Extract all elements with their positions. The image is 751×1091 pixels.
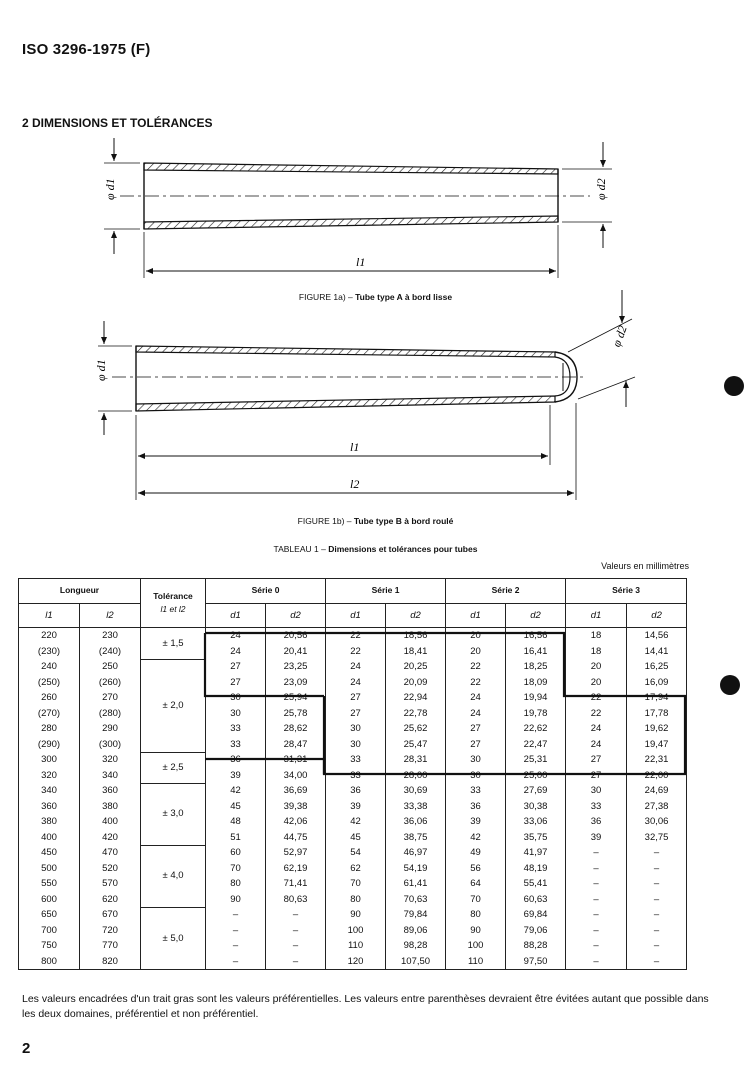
table-cell: 280 — [19, 721, 80, 737]
table-cell: 34,00 — [266, 768, 326, 784]
table-cell: 32,75 — [627, 830, 687, 846]
table-cell: 28,47 — [266, 737, 326, 753]
table-cell: 360 — [80, 783, 141, 799]
table-cell: 220 — [19, 628, 80, 644]
table-cell: 89,06 — [386, 923, 446, 939]
table-cell: – — [627, 938, 687, 954]
table-cell: 230 — [80, 628, 141, 644]
table-cell: 60,63 — [506, 892, 566, 908]
table-cell: 24 — [446, 706, 506, 722]
table-cell: 90 — [446, 923, 506, 939]
tolerance-cell: ± 3,0 — [141, 783, 206, 845]
table-cell: 16,25 — [627, 659, 687, 675]
table-cell: 90 — [206, 892, 266, 908]
table-cell: 35,75 — [506, 830, 566, 846]
tolerance-cell: ± 2,5 — [141, 752, 206, 783]
table-cell: (230) — [19, 644, 80, 660]
table-cell: – — [566, 938, 627, 954]
units-note: Valeurs en millimètres — [601, 561, 689, 571]
fig1b-l2-label: l2 — [350, 477, 360, 491]
figure-1a-drawing — [0, 130, 751, 280]
table-cell: 110 — [326, 938, 386, 954]
subheader-s0-d1: d1 — [206, 604, 266, 628]
table-cell: 18,56 — [386, 628, 446, 644]
header-serie-1: Série 1 — [326, 579, 446, 604]
subheader-s2-d1: d1 — [446, 604, 506, 628]
table-cell: 79,06 — [506, 923, 566, 939]
table-cell: 650 — [19, 907, 80, 923]
table-cell: 20,41 — [266, 644, 326, 660]
table-cell: – — [627, 954, 687, 970]
table-cell: 30 — [326, 737, 386, 753]
table-cell: 25,94 — [266, 690, 326, 706]
table-cell: 110 — [446, 954, 506, 970]
table-cell: 27 — [326, 706, 386, 722]
table-cell: 98,28 — [386, 938, 446, 954]
table-cell: 18,09 — [506, 675, 566, 691]
table-row — [19, 675, 687, 691]
subheader-l2: l2 — [80, 604, 141, 628]
table-cell: (250) — [19, 675, 80, 691]
table-cell: 64 — [446, 876, 506, 892]
table-cell: 49 — [446, 845, 506, 861]
subheader-s2-d2: d2 — [506, 604, 566, 628]
margin-dot-top — [724, 376, 744, 396]
table-row — [19, 876, 687, 892]
table-row — [19, 814, 687, 830]
table-cell: 23,09 — [266, 675, 326, 691]
table-cell: 25,62 — [386, 721, 446, 737]
table-cell: 14,41 — [627, 644, 687, 660]
table-cell: (240) — [80, 644, 141, 660]
table-cell: 45 — [326, 830, 386, 846]
table-cell: 770 — [80, 938, 141, 954]
table-row — [19, 768, 687, 784]
table-cell: 44,75 — [266, 830, 326, 846]
table-cell: – — [566, 907, 627, 923]
table-cell: 41,97 — [506, 845, 566, 861]
table-cell: 16,56 — [506, 628, 566, 644]
table-cell: 470 — [80, 845, 141, 861]
table-cell: 24,69 — [627, 783, 687, 799]
table-cell: 14,56 — [627, 628, 687, 644]
table-cell: (290) — [19, 737, 80, 753]
table-cell: 28,62 — [266, 721, 326, 737]
section-title: 2 DIMENSIONS ET TOLÉRANCES — [22, 116, 213, 130]
table-row — [19, 690, 687, 706]
table-cell: 39 — [326, 799, 386, 815]
table-cell: 360 — [19, 799, 80, 815]
table-cell: 17,78 — [627, 706, 687, 722]
table-cell: 24 — [326, 659, 386, 675]
table-cell: 22,00 — [627, 768, 687, 784]
table-cell: 27,38 — [627, 799, 687, 815]
table-cell: 20 — [446, 644, 506, 660]
table-cell: 24 — [206, 644, 266, 660]
table-cell: 30,69 — [386, 783, 446, 799]
table-cell: 380 — [19, 814, 80, 830]
table-cell: 39 — [566, 830, 627, 846]
tolerance-cell: ± 2,0 — [141, 659, 206, 752]
table-cell: 80,63 — [266, 892, 326, 908]
table-cell: – — [566, 845, 627, 861]
table-cell: – — [627, 907, 687, 923]
table-cell: 19,94 — [506, 690, 566, 706]
subheader-s3-d2: d2 — [627, 604, 687, 628]
table-row — [19, 737, 687, 753]
tolerance-cell: ± 4,0 — [141, 845, 206, 907]
table-cell: 22 — [446, 675, 506, 691]
table-cell: 22,62 — [506, 721, 566, 737]
table-row — [19, 892, 687, 908]
table-row — [19, 721, 687, 737]
table-cell: 19,47 — [627, 737, 687, 753]
table-cell: 36,06 — [386, 814, 446, 830]
table-cell: 400 — [80, 814, 141, 830]
table-cell: 22 — [566, 706, 627, 722]
table-cell: 22 — [566, 690, 627, 706]
table-cell: 620 — [80, 892, 141, 908]
table-cell: 48 — [206, 814, 266, 830]
table-cell: 42,06 — [266, 814, 326, 830]
table-cell: 380 — [80, 799, 141, 815]
fig1a-l1-label: l1 — [356, 255, 366, 269]
table-cell: 20,25 — [386, 659, 446, 675]
table-cell: 46,97 — [386, 845, 446, 861]
table-cell: 62 — [326, 861, 386, 877]
table-cell: 820 — [80, 954, 141, 970]
table-cell: 18 — [566, 644, 627, 660]
table-cell: 69,84 — [506, 907, 566, 923]
table-cell: 33,06 — [506, 814, 566, 830]
table-row — [19, 923, 687, 939]
tolerance-cell: ± 1,5 — [141, 628, 206, 660]
table-row — [19, 799, 687, 815]
header-serie-0: Série 0 — [206, 579, 326, 604]
table-cell: 28,00 — [386, 768, 446, 784]
subheader-l1: l1 — [19, 604, 80, 628]
table-row — [19, 783, 687, 799]
table-cell: 300 — [19, 752, 80, 768]
subheader-s1-d1: d1 — [326, 604, 386, 628]
table-cell: 39,38 — [266, 799, 326, 815]
table-cell: 22 — [446, 659, 506, 675]
margin-dot-bottom — [720, 675, 740, 695]
table-cell: 42 — [206, 783, 266, 799]
table-cell: 340 — [80, 768, 141, 784]
table-cell: 107,50 — [386, 954, 446, 970]
table-cell: 25,00 — [506, 768, 566, 784]
fig1a-d1-label: φ d1 — [103, 178, 117, 200]
table-cell: 42 — [446, 830, 506, 846]
table-row — [19, 706, 687, 722]
table-cell: 520 — [80, 861, 141, 877]
table-cell: 320 — [19, 768, 80, 784]
table-cell: 18,41 — [386, 644, 446, 660]
table-cell: 290 — [80, 721, 141, 737]
table-cell: 25,31 — [506, 752, 566, 768]
table-cell: 27 — [566, 752, 627, 768]
table-cell: 33 — [326, 768, 386, 784]
figure-1a-caption: FIGURE 1a) – Tube type A à bord lisse — [298, 292, 453, 302]
table-cell: 30 — [446, 752, 506, 768]
table-cell: 17,94 — [627, 690, 687, 706]
table-cell: – — [206, 907, 266, 923]
table-cell: – — [566, 923, 627, 939]
table-cell: 20,56 — [266, 628, 326, 644]
table-row — [19, 845, 687, 861]
table-cell: 24 — [566, 721, 627, 737]
table-cell: 33 — [446, 783, 506, 799]
table-cell: – — [627, 861, 687, 877]
table-cell: 400 — [19, 830, 80, 846]
tolerance-cell: ± 5,0 — [141, 907, 206, 970]
table-cell: 750 — [19, 938, 80, 954]
table-cell: 16,41 — [506, 644, 566, 660]
table-cell: – — [266, 938, 326, 954]
header-serie-3: Série 3 — [566, 579, 687, 604]
table-cell: 80 — [326, 892, 386, 908]
table-cell: 39 — [446, 814, 506, 830]
subheader-s1-d2: d2 — [386, 604, 446, 628]
table-cell: 700 — [19, 923, 80, 939]
table-cell: 19,78 — [506, 706, 566, 722]
table-cell: 23,25 — [266, 659, 326, 675]
table-row — [19, 644, 687, 660]
table-cell: 27 — [326, 690, 386, 706]
table-cell: 52,97 — [266, 845, 326, 861]
table-cell: 61,41 — [386, 876, 446, 892]
table-cell: 54 — [326, 845, 386, 861]
table-cell: 36 — [446, 799, 506, 815]
table-cell: 54,19 — [386, 861, 446, 877]
table-cell: 550 — [19, 876, 80, 892]
standard-id: ISO 3296-1975 (F) — [22, 41, 151, 58]
table-cell: 36 — [326, 783, 386, 799]
header-serie-2: Série 2 — [446, 579, 566, 604]
table-cell: 33 — [206, 721, 266, 737]
table-cell: 20 — [566, 675, 627, 691]
table-cell: 20 — [566, 659, 627, 675]
table-cell: 51 — [206, 830, 266, 846]
table-cell: 22 — [326, 644, 386, 660]
table-cell: 25,78 — [266, 706, 326, 722]
table-cell: 22,78 — [386, 706, 446, 722]
table-cell: 79,84 — [386, 907, 446, 923]
table-cell: 600 — [19, 892, 80, 908]
table-cell: 55,41 — [506, 876, 566, 892]
figure-1b-drawing — [0, 285, 751, 505]
table-cell: 70 — [326, 876, 386, 892]
table-cell: 27 — [446, 737, 506, 753]
header-tolerance: Tolérance l1 et l2 — [141, 579, 206, 628]
table-cell: 20,09 — [386, 675, 446, 691]
footnote: Les valeurs encadrées d'un trait gras sont les valeurs préférentielles. Les valeurs entre parenthèses devraient être évitées autant que possible dans les deux domaines, préférentiel et non préférentiel. — [22, 993, 709, 1020]
table-cell: 100 — [446, 938, 506, 954]
table-cell: 71,41 — [266, 876, 326, 892]
table-cell: 88,28 — [506, 938, 566, 954]
table-row — [19, 830, 687, 846]
table-cell: 270 — [80, 690, 141, 706]
table-cell: 27 — [566, 768, 627, 784]
table-cell: 24 — [326, 675, 386, 691]
table-cell: – — [566, 954, 627, 970]
table-cell: – — [566, 876, 627, 892]
table-cell: 45 — [206, 799, 266, 815]
table-cell: 16,09 — [627, 675, 687, 691]
dimensions-table — [18, 578, 687, 970]
table-cell: 28,31 — [386, 752, 446, 768]
table-cell: (260) — [80, 675, 141, 691]
table-cell: 22 — [326, 628, 386, 644]
table-cell: 100 — [326, 923, 386, 939]
table-cell: 27 — [206, 675, 266, 691]
table-cell: 30 — [566, 783, 627, 799]
table-cell: 70,63 — [386, 892, 446, 908]
table-cell: – — [627, 845, 687, 861]
table-cell: – — [627, 876, 687, 892]
table-cell: 20 — [446, 628, 506, 644]
table-cell: 33 — [206, 737, 266, 753]
table-cell: 97,50 — [506, 954, 566, 970]
table-cell: – — [266, 907, 326, 923]
header-longueur: Longueur — [19, 579, 141, 604]
table-cell: 18,25 — [506, 659, 566, 675]
table-cell: 48,19 — [506, 861, 566, 877]
table-cell: – — [566, 861, 627, 877]
table-cell: 38,75 — [386, 830, 446, 846]
table-cell: 27 — [446, 721, 506, 737]
table-cell: – — [566, 892, 627, 908]
table-cell: 240 — [19, 659, 80, 675]
table-cell: 60 — [206, 845, 266, 861]
table-cell: 800 — [19, 954, 80, 970]
table-cell: 90 — [326, 907, 386, 923]
table-cell: 450 — [19, 845, 80, 861]
table-cell: 30 — [206, 706, 266, 722]
table-cell: 500 — [19, 861, 80, 877]
table-cell: 42 — [326, 814, 386, 830]
table-cell: 19,62 — [627, 721, 687, 737]
table-cell: 260 — [19, 690, 80, 706]
table-cell: 80 — [446, 907, 506, 923]
table-cell: 33 — [566, 799, 627, 815]
table-cell: – — [206, 938, 266, 954]
table-cell: 80 — [206, 876, 266, 892]
table-row — [19, 907, 687, 923]
table-cell: – — [266, 954, 326, 970]
table-cell: – — [627, 923, 687, 939]
table-cell: 420 — [80, 830, 141, 846]
table-row — [19, 861, 687, 877]
table-cell: 30,06 — [627, 814, 687, 830]
table-row — [19, 659, 687, 675]
table-cell: 25,47 — [386, 737, 446, 753]
table-cell: (300) — [80, 737, 141, 753]
table-cell: 570 — [80, 876, 141, 892]
table-cell: – — [206, 954, 266, 970]
fig1a-d2-label: φ d2 — [594, 178, 608, 200]
fig1b-d1-label: φ d1 — [94, 359, 108, 381]
fig1b-l1-label: l1 — [350, 440, 360, 454]
table-cell: 27,69 — [506, 783, 566, 799]
fig1b-d2-label: φ d2 — [609, 323, 630, 349]
table-caption: TABLEAU 1 – Dimensions et tolérances pour tubes — [273, 544, 478, 554]
table-cell: 22,31 — [627, 752, 687, 768]
table-cell: 36 — [566, 814, 627, 830]
table-cell: 30,38 — [506, 799, 566, 815]
table-cell: 36 — [206, 752, 266, 768]
table-cell: 250 — [80, 659, 141, 675]
table-row — [19, 752, 687, 768]
table-cell: (280) — [80, 706, 141, 722]
table-cell: 27 — [206, 659, 266, 675]
subheader-s3-d1: d1 — [566, 604, 627, 628]
table-cell: 18 — [566, 628, 627, 644]
table-cell: 720 — [80, 923, 141, 939]
table-cell: 24 — [446, 690, 506, 706]
table-cell: 33,38 — [386, 799, 446, 815]
table-cell: 670 — [80, 907, 141, 923]
table-cell: 56 — [446, 861, 506, 877]
table-row — [19, 954, 687, 970]
table-row — [19, 628, 687, 644]
table-cell: – — [266, 923, 326, 939]
table-cell: 24 — [566, 737, 627, 753]
table-cell: 33 — [326, 752, 386, 768]
table-cell: 39 — [206, 768, 266, 784]
table-cell: 320 — [80, 752, 141, 768]
table-cell: 30 — [446, 768, 506, 784]
table-cell: 31,31 — [266, 752, 326, 768]
table-cell: 30 — [326, 721, 386, 737]
table-cell: 62,19 — [266, 861, 326, 877]
table-row — [19, 938, 687, 954]
subheader-s0-d2: d2 — [266, 604, 326, 628]
table-cell: 22,94 — [386, 690, 446, 706]
table-cell: 36,69 — [266, 783, 326, 799]
table-cell: 340 — [19, 783, 80, 799]
table-cell: 30 — [206, 690, 266, 706]
page-number: 2 — [22, 1040, 31, 1057]
table-cell: – — [627, 892, 687, 908]
table-cell: 24 — [206, 628, 266, 644]
table-cell: – — [206, 923, 266, 939]
table-cell: 22,47 — [506, 737, 566, 753]
table-cell: 70 — [446, 892, 506, 908]
table-cell: 70 — [206, 861, 266, 877]
table-cell: 120 — [326, 954, 386, 970]
figure-1b-caption: FIGURE 1b) – Tube type B à bord roulé — [297, 516, 454, 526]
table-cell: (270) — [19, 706, 80, 722]
